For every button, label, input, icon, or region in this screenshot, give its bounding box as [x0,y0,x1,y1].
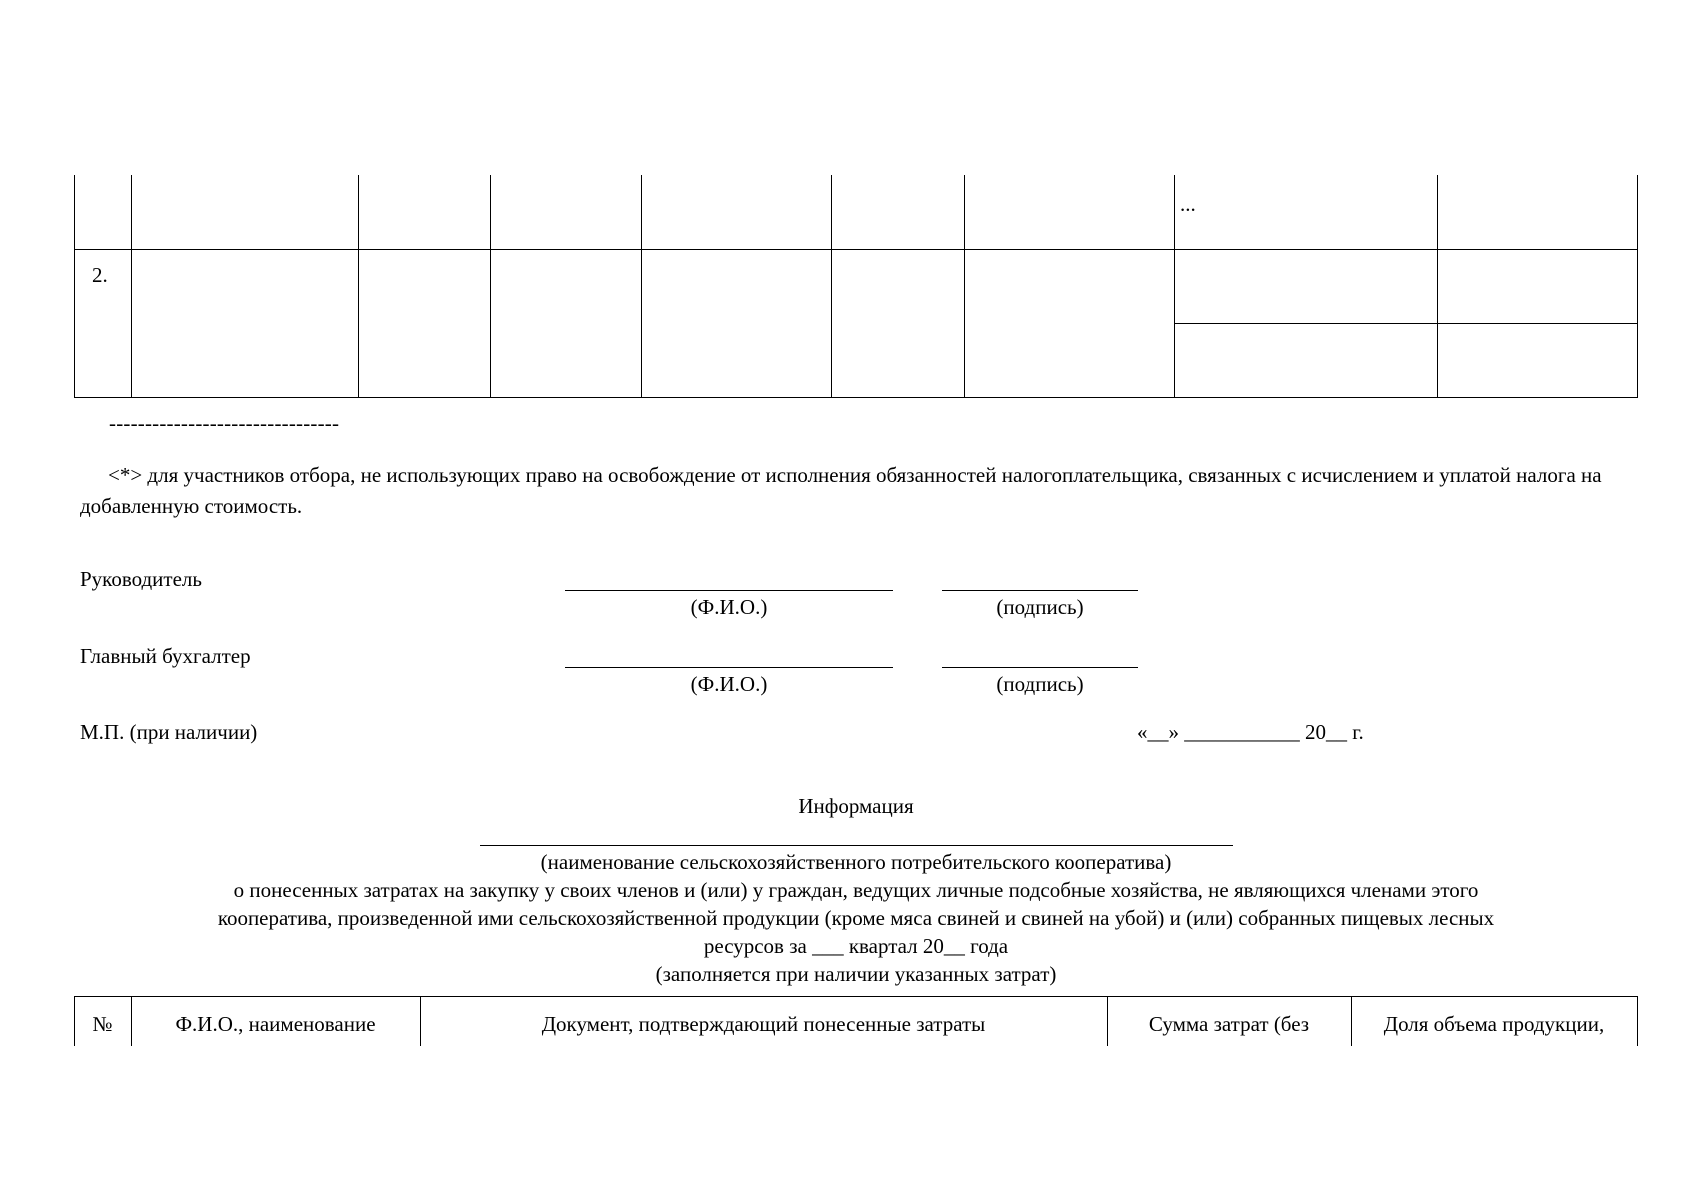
top-table-row1-bottom-border [74,249,1638,250]
stamp-label: М.П. (при наличии) [80,720,258,744]
director-fio-caption: (Ф.И.О.) [690,595,768,619]
bottom-table-col-border [1637,996,1638,1046]
top-table-col-border [964,175,965,398]
header-cost-sum: Сумма затрат (без [1148,1012,1310,1036]
info-line-1: о понесенных затратах на закупку у своих членов и (или) у граждан, ведущих личные подсобные хозяйства, не являющихся членами этого [233,878,1479,902]
top-table-col-border [1637,175,1638,398]
header-number: № [92,1012,113,1036]
top-table-col-border [1437,175,1438,398]
date-line: «__» ___________ 20__ г. [1137,720,1364,744]
header-document: Документ, подтверждающий понесенные затраты [541,1012,986,1036]
header-name: Ф.И.О., наименование [175,1012,376,1036]
info-note: (заполняется при наличии указанных затрат) [655,962,1057,986]
info-line-3: ресурсов за ___ квартал 20__ года [703,934,1009,958]
top-table-ellipsis: ... [1180,192,1196,216]
header-product-share: Доля объема продукции, [1383,1012,1605,1036]
accountant-fio-line [565,667,893,668]
footnote-separator: -------------------------------- [109,411,340,435]
top-table-col-border [74,175,75,398]
director-label: Руководитель [80,567,202,591]
bottom-table-top-border [74,996,1638,997]
top-table-bottom-border [74,397,1638,398]
top-table-col-border [131,175,132,398]
footnote-text: <*> для участников отбора, не использующих право на освобождение от исполнения обязанностей налогоплательщика, связанных с исчислением и уплатой налога на добавленную стоимость. [80,463,1602,518]
top-table-col-border [1174,175,1175,398]
cooperative-name-caption: (наименование сельскохозяйственного потребительского кооператива) [540,850,1172,874]
accountant-label: Главный бухгалтер [80,644,251,668]
info-line-2: кооператива, произведенной ими сельскохозяйственной продукции (кроме мяса свиней и свиней на убой) и (или) собранных пищевых лесных [217,906,1495,930]
director-fio-line [565,590,893,591]
accountant-signature-caption: (подпись) [996,672,1084,696]
top-table-col-border [641,175,642,398]
accountant-signature-line [942,667,1138,668]
top-table-col-border [358,175,359,398]
cooperative-name-line [480,845,1233,846]
accountant-fio-caption: (Ф.И.О.) [690,672,768,696]
top-table-col-border [490,175,491,398]
director-signature-line [942,590,1138,591]
info-title: Информация [798,794,914,818]
director-signature-caption: (подпись) [996,595,1084,619]
top-table-col-border [831,175,832,398]
top-table-row-number: 2. [92,263,108,287]
info-description [80,848,1632,988]
top-table-subrow-border [1174,323,1638,324]
